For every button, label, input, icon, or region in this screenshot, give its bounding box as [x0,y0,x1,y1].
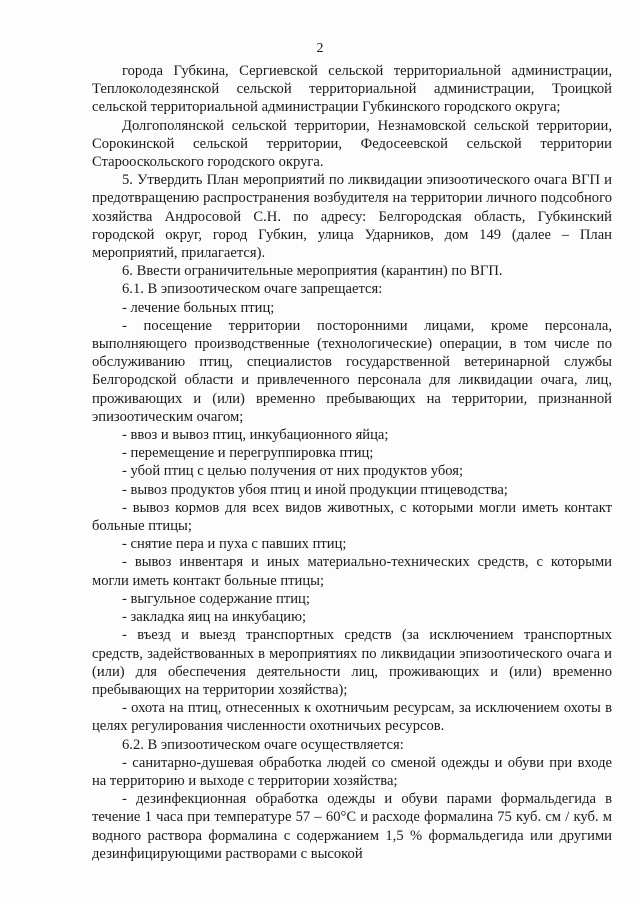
paragraph: Долгополянской сельской территории, Незнамовской сельской территории, Сорокинской сельской территории, Федосеевской сельской территории Старооскольского городского округа. [92,117,612,171]
list-item: - посещение территории посторонними лицами, кроме персонала, выполняющего производственные (технологические) операции, в том числе по обслуживанию птиц, специалистов государственной ветеринарной службы Белгородской области и привлеченного персонала для ликвидации очага, лиц, проживающих и (или) временно пребывающих на территории, признанной эпизоотическим очагом; [92,317,612,425]
list-item: - ввоз и вывоз птиц, инкубационного яйца; [122,427,389,444]
list-item: - вывоз продуктов убоя птиц и иной продукции птицеводства; [122,481,508,498]
list-item: - убой птиц с целью получения от них продуктов убоя; [122,463,464,480]
list-item: - перемещение и перегруппировка птиц; [122,445,374,462]
paragraph: 6.2. В эпизоотическом очаге осуществляется: [122,736,404,753]
paragraph: 6.1. В эпизоотическом очаге запрещается: [122,281,383,298]
paragraph: 6. Ввести ограничительные мероприятия (карантин) по ВГП. [122,263,503,280]
list-item: - санитарно-душевая обработка людей со сменой одежды и обуви при входе на территорию и выходе с территории хозяйства; [92,754,612,789]
list-item: - въезд и выезд транспортных средств (за исключением транспортных средств, задействованных в мероприятиях по ликвидации эпизоотического очага и (или) для обеспечения деятельности лиц, проживающих и (или) временно пребывающих на территории хозяйства); [92,627,612,698]
document-body [92,62,612,863]
paragraph: 5. Утвердить План мероприятий по ликвидации эпизоотического очага ВГП и предотвращению распространения возбудителя на территории личного подсобного хозяйства Андросовой С.Н. по адресу: Белгородская область, Губкинский городской округ, город Губкин, улица Ударников, дом 149 (далее – План мероприятий, прилагается). [92,172,612,262]
list-item: - дезинфекционная обработка одежды и обуви парами формальдегида в течение 1 часа при температуре 57 – 60°С и расходе формалина 75 куб. см / куб. м водного раствора формалина с содержанием 1,5 % формальдегида или другими дезинфицирующими растворами с высокой [92,791,612,862]
list-item: - вывоз кормов для всех видов животных, с которыми могли иметь контакт больные птицы; [92,499,612,535]
list-item: - охота на птиц, отнесенных к охотничьим ресурсам, за исключением охоты в целях регулирования численности охотничьих ресурсов. [92,700,612,735]
list-item: - лечение больных птиц; [122,299,275,316]
page-number: 2 [316,41,324,56]
list-item: - вывоз инвентаря и иных материально-технических средств, с которыми могли иметь контакт больные птицы; [92,554,612,589]
paragraph: города Губкина, Сергиевской сельской территориальной администрации, Теплоколодезянской сельской территориальной администрации, Троицкой сельской территориальной администрации Губкинского городского округа; [92,63,612,116]
list-item: - закладка яиц на инкубацию; [122,609,307,626]
list-item: - снятие пера и пуха с павших птиц; [122,536,347,553]
list-item: - выгульное содержание птиц; [122,590,310,607]
